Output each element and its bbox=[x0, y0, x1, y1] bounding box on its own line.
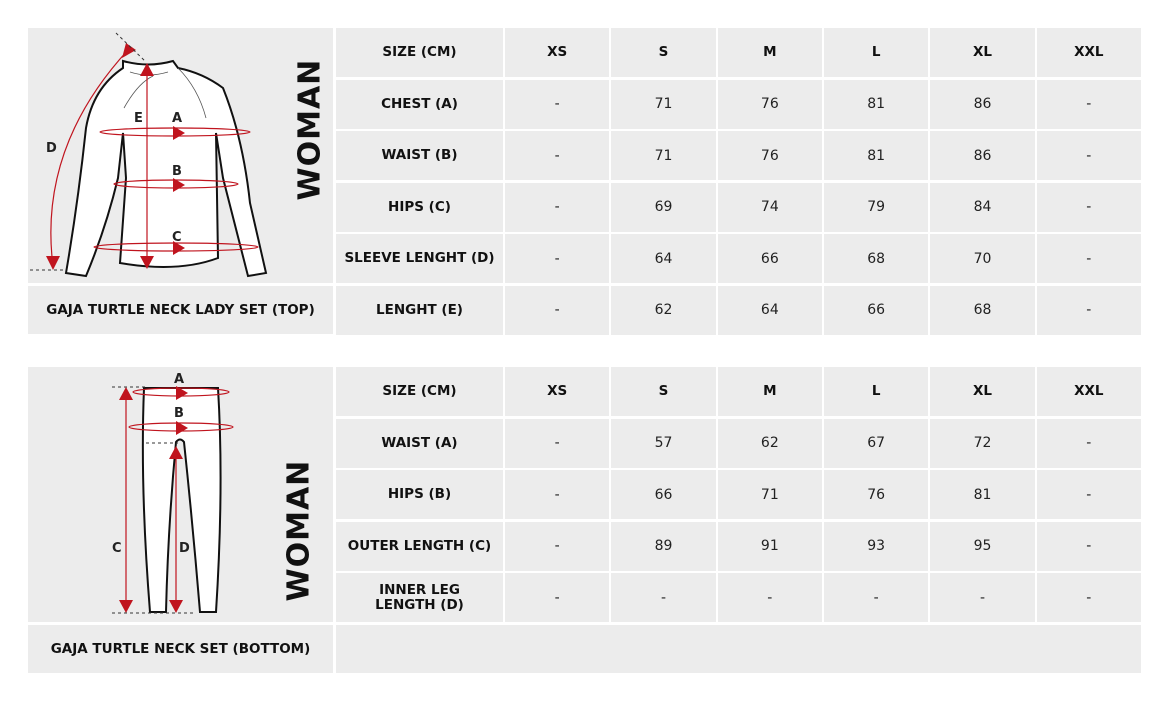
label-b: B bbox=[172, 164, 182, 179]
column-header: M bbox=[718, 28, 822, 77]
product-title-bottom: GAJA TURTLE NECK SET (BOTTOM) bbox=[28, 625, 333, 673]
row-label: HIPS (B) bbox=[336, 470, 503, 519]
column-header: M bbox=[718, 367, 822, 416]
table-cell: - bbox=[505, 286, 609, 335]
top-garment-illustration bbox=[28, 28, 333, 283]
table-cell: 68 bbox=[930, 286, 1034, 335]
table-cell: 95 bbox=[930, 522, 1034, 571]
label-a: A bbox=[172, 111, 183, 126]
size-table-bottom bbox=[336, 367, 1141, 622]
table-cell: 79 bbox=[824, 183, 928, 232]
column-header: XL bbox=[930, 367, 1034, 416]
table-cell: 64 bbox=[718, 286, 822, 335]
table-cell: 70 bbox=[930, 234, 1034, 283]
table-cell: 76 bbox=[718, 131, 822, 180]
table-cell: - bbox=[505, 419, 609, 468]
table-cell: - bbox=[1037, 131, 1141, 180]
table-cell: - bbox=[505, 80, 609, 129]
table-cell: - bbox=[930, 573, 1034, 622]
table-cell: 91 bbox=[718, 522, 822, 571]
top-diagram-panel bbox=[28, 28, 333, 283]
table-cell: 93 bbox=[824, 522, 928, 571]
table-cell: - bbox=[1037, 286, 1141, 335]
row-label: WAIST (A) bbox=[336, 419, 503, 468]
table-cell: 67 bbox=[824, 419, 928, 468]
table-cell: 69 bbox=[611, 183, 715, 232]
table-cell: - bbox=[505, 234, 609, 283]
size-table-top bbox=[336, 28, 1141, 335]
row-label: HIPS (C) bbox=[336, 183, 503, 232]
table-cell: 68 bbox=[824, 234, 928, 283]
table-cell: 81 bbox=[930, 470, 1034, 519]
table-cell: - bbox=[505, 522, 609, 571]
table-cell: - bbox=[1037, 183, 1141, 232]
table-cell: 76 bbox=[824, 470, 928, 519]
row-label: INNER LEG LENGTH (D) bbox=[336, 573, 503, 622]
column-header: SIZE (CM) bbox=[336, 28, 503, 77]
table-cell: 86 bbox=[930, 80, 1034, 129]
label-c: C bbox=[112, 541, 122, 556]
empty-row bbox=[336, 625, 1141, 673]
table-cell: 76 bbox=[718, 80, 822, 129]
gender-label: WOMAN bbox=[281, 459, 317, 602]
table-cell: 66 bbox=[824, 286, 928, 335]
table-cell: 89 bbox=[611, 522, 715, 571]
row-label: CHEST (A) bbox=[336, 80, 503, 129]
table-cell: 64 bbox=[611, 234, 715, 283]
table-cell: 81 bbox=[824, 131, 928, 180]
label-e: E bbox=[134, 111, 143, 126]
table-cell: - bbox=[1037, 470, 1141, 519]
label-a: A bbox=[174, 372, 185, 387]
table-cell: - bbox=[1037, 234, 1141, 283]
table-cell: - bbox=[611, 573, 715, 622]
label-c: C bbox=[172, 230, 182, 245]
row-label: WAIST (B) bbox=[336, 131, 503, 180]
gender-label: WOMAN bbox=[292, 58, 328, 201]
label-d: D bbox=[46, 141, 57, 156]
table-cell: 84 bbox=[930, 183, 1034, 232]
table-cell: 72 bbox=[930, 419, 1034, 468]
table-cell: - bbox=[505, 470, 609, 519]
table-cell: 62 bbox=[718, 419, 822, 468]
table-cell: 62 bbox=[611, 286, 715, 335]
table-cell: - bbox=[1037, 419, 1141, 468]
table-cell: - bbox=[718, 573, 822, 622]
label-d: D bbox=[179, 541, 190, 556]
table-cell: - bbox=[1037, 80, 1141, 129]
column-header: XS bbox=[505, 28, 609, 77]
table-cell: - bbox=[1037, 522, 1141, 571]
column-header: SIZE (CM) bbox=[336, 367, 503, 416]
product-title-top: GAJA TURTLE NECK LADY SET (TOP) bbox=[28, 286, 333, 334]
column-header: XL bbox=[930, 28, 1034, 77]
table-cell: 86 bbox=[930, 131, 1034, 180]
label-b: B bbox=[174, 406, 184, 421]
bottom-diagram-panel bbox=[28, 367, 333, 622]
row-label: SLEEVE LENGHT (D) bbox=[336, 234, 503, 283]
table-cell: - bbox=[505, 131, 609, 180]
table-cell: - bbox=[1037, 573, 1141, 622]
column-header: XS bbox=[505, 367, 609, 416]
column-header: XXL bbox=[1037, 28, 1141, 77]
column-header: L bbox=[824, 28, 928, 77]
table-cell: - bbox=[505, 573, 609, 622]
table-cell: 66 bbox=[718, 234, 822, 283]
table-cell: 74 bbox=[718, 183, 822, 232]
table-cell: 81 bbox=[824, 80, 928, 129]
row-label: OUTER LENGTH (C) bbox=[336, 522, 503, 571]
column-header: S bbox=[611, 28, 715, 77]
column-header: S bbox=[611, 367, 715, 416]
table-cell: 71 bbox=[718, 470, 822, 519]
column-header: XXL bbox=[1037, 367, 1141, 416]
table-cell: - bbox=[505, 183, 609, 232]
table-cell: 66 bbox=[611, 470, 715, 519]
table-cell: - bbox=[824, 573, 928, 622]
table-cell: 71 bbox=[611, 80, 715, 129]
column-header: L bbox=[824, 367, 928, 416]
table-cell: 57 bbox=[611, 419, 715, 468]
row-label: LENGHT (E) bbox=[336, 286, 503, 335]
table-cell: 71 bbox=[611, 131, 715, 180]
